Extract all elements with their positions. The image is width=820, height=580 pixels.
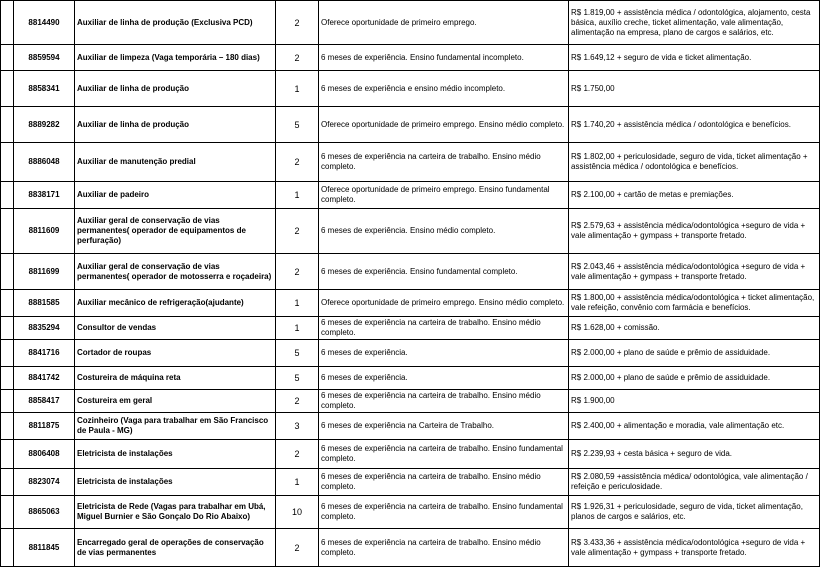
table-body <box>1 1 820 567</box>
job-benefits: R$ 2.400,00 + alimentação e moradia, vale alimentação etc. <box>569 413 820 440</box>
job-requirements: Oferece oportunidade de primeiro emprego. Ensino médio completo. <box>319 290 569 317</box>
vacancy-quantity: 2 <box>276 1 319 45</box>
job-title: Auxiliar de linha de produção <box>75 107 276 143</box>
table-row <box>1 469 820 496</box>
vacancy-code: 8806408 <box>14 440 75 469</box>
vacancy-quantity: 2 <box>276 143 319 182</box>
job-title: Auxiliar mecânico de refrigeração(ajudante) <box>75 290 276 317</box>
row-margin-cell <box>1 143 14 182</box>
job-title: Costureira em geral <box>75 390 276 413</box>
job-benefits: R$ 1.740,20 + assistência médica / odontológica e benefícios. <box>569 107 820 143</box>
job-benefits: R$ 1.649,12 + seguro de vida e ticket alimentação. <box>569 45 820 71</box>
job-requirements: 6 meses de experiência na carteira de trabalho. Ensino médio completo. <box>319 529 569 567</box>
job-title: Auxiliar de manutenção predial <box>75 143 276 182</box>
vacancy-quantity: 2 <box>276 209 319 254</box>
vacancy-code: 8881585 <box>14 290 75 317</box>
job-requirements: 6 meses de experiência. Ensino médio completo. <box>319 209 569 254</box>
vacancy-code: 8841716 <box>14 340 75 367</box>
row-margin-cell <box>1 290 14 317</box>
vacancy-code: 8811875 <box>14 413 75 440</box>
job-title: Auxiliar geral de conservação de vias permanentes( operador de motosserra e roçadeira) <box>75 254 276 290</box>
table-row <box>1 496 820 529</box>
job-benefits: R$ 2.000,00 + plano de saúde e prêmio de assiduidade. <box>569 367 820 390</box>
job-benefits: R$ 2.579,63 + assistência médica/odontológica +seguro de vida + vale alimentação + gympass + transporte fretado. <box>569 209 820 254</box>
table-row <box>1 317 820 340</box>
job-benefits: R$ 1.926,31 + periculosidade, seguro de vida, ticket alimentação, planos de cargos e salários, etc. <box>569 496 820 529</box>
job-requirements: 6 meses de experiência na carteira de trabalho. Ensino fundamental completo. <box>319 440 569 469</box>
job-title: Auxiliar de linha de produção <box>75 71 276 107</box>
job-title: Cozinheiro (Vaga para trabalhar em São Francisco de Paula - MG) <box>75 413 276 440</box>
job-requirements: Oferece oportunidade de primeiro emprego. Ensino médio completo. <box>319 107 569 143</box>
vacancy-quantity: 5 <box>276 107 319 143</box>
job-title: Eletricista de Rede (Vagas para trabalhar em Ubá, Miguel Burnier e São Gonçalo Do Rio Abaixo) <box>75 496 276 529</box>
job-requirements: 6 meses de experiência na carteira de trabalho. Ensino fundamental completo. <box>319 496 569 529</box>
row-margin-cell <box>1 413 14 440</box>
row-margin-cell <box>1 71 14 107</box>
row-margin-cell <box>1 390 14 413</box>
table-row <box>1 290 820 317</box>
table-row <box>1 254 820 290</box>
vacancy-code: 8886048 <box>14 143 75 182</box>
row-margin-cell <box>1 440 14 469</box>
job-requirements: 6 meses de experiência na carteira de trabalho. Ensino médio completo. <box>319 317 569 340</box>
job-title: Consultor de vendas <box>75 317 276 340</box>
row-margin-cell <box>1 496 14 529</box>
vacancy-quantity: 5 <box>276 367 319 390</box>
vacancy-code: 8811609 <box>14 209 75 254</box>
job-title: Auxiliar de limpeza (Vaga temporária – 180 dias) <box>75 45 276 71</box>
job-benefits: R$ 3.433,36 + assistência médica/odontológica +seguro de vida + vale alimentação + gympass + transporte fretado. <box>569 529 820 567</box>
job-requirements: Oferece oportunidade de primeiro emprego. <box>319 1 569 45</box>
job-title: Auxiliar de linha de produção (Exclusiva PCD) <box>75 1 276 45</box>
job-benefits: R$ 1.819,00 + assistência médica / odontológica, alojamento, cesta básica, auxílio creche, ticket alimentação, vale alimentação, alimentação na empresa, plano de cargos e salários, etc. <box>569 1 820 45</box>
vacancy-quantity: 5 <box>276 340 319 367</box>
job-title: Eletricista de instalações <box>75 440 276 469</box>
job-title: Auxiliar geral de conservação de vias permanentes( operador de equipamentos de perfuração) <box>75 209 276 254</box>
vacancy-quantity: 1 <box>276 71 319 107</box>
table-row <box>1 529 820 567</box>
vacancy-code: 8811699 <box>14 254 75 290</box>
vacancy-quantity: 10 <box>276 496 319 529</box>
vacancy-quantity: 2 <box>276 45 319 71</box>
table-row <box>1 440 820 469</box>
job-requirements: 6 meses de experiência. Ensino fundamental incompleto. <box>319 45 569 71</box>
table-row <box>1 45 820 71</box>
job-title: Cortador de roupas <box>75 340 276 367</box>
vacancy-code: 8838171 <box>14 182 75 209</box>
job-benefits: R$ 1.802,00 + periculosidade, seguro de vida, ticket alimentação + assistência médica / odontológica e benefícios. <box>569 143 820 182</box>
job-requirements: 6 meses de experiência na carteira de trabalho. Ensino médio completo. <box>319 469 569 496</box>
vacancy-code: 8858417 <box>14 390 75 413</box>
vacancy-quantity: 1 <box>276 469 319 496</box>
vacancy-quantity: 2 <box>276 529 319 567</box>
table-row <box>1 143 820 182</box>
row-margin-cell <box>1 529 14 567</box>
vacancy-code: 8889282 <box>14 107 75 143</box>
row-margin-cell <box>1 182 14 209</box>
row-margin-cell <box>1 254 14 290</box>
job-requirements: 6 meses de experiência na Carteira de Trabalho. <box>319 413 569 440</box>
row-margin-cell <box>1 367 14 390</box>
job-benefits: R$ 2.000,00 + plano de saúde e prêmio de assiduidade. <box>569 340 820 367</box>
vacancy-quantity: 1 <box>276 182 319 209</box>
vacancy-quantity: 2 <box>276 254 319 290</box>
row-margin-cell <box>1 317 14 340</box>
vacancy-quantity: 3 <box>276 413 319 440</box>
table-row <box>1 182 820 209</box>
job-requirements: Oferece oportunidade de primeiro emprego. Ensino fundamental completo. <box>319 182 569 209</box>
job-title: Auxiliar de padeiro <box>75 182 276 209</box>
vacancy-code: 8811845 <box>14 529 75 567</box>
job-requirements: 6 meses de experiência. Ensino fundamental completo. <box>319 254 569 290</box>
table-row <box>1 1 820 45</box>
vacancy-code: 8841742 <box>14 367 75 390</box>
table-row <box>1 367 820 390</box>
table-row <box>1 340 820 367</box>
table-row <box>1 390 820 413</box>
table-row <box>1 413 820 440</box>
job-requirements: 6 meses de experiência e ensino médio incompleto. <box>319 71 569 107</box>
table-row <box>1 71 820 107</box>
job-title: Eletricista de instalações <box>75 469 276 496</box>
row-margin-cell <box>1 1 14 45</box>
vacancy-code: 8835294 <box>14 317 75 340</box>
vacancy-quantity: 1 <box>276 317 319 340</box>
job-benefits: R$ 2.100,00 + cartão de metas e premiações. <box>569 182 820 209</box>
job-benefits: R$ 1.750,00 <box>569 71 820 107</box>
row-margin-cell <box>1 45 14 71</box>
vacancy-code: 8814490 <box>14 1 75 45</box>
job-benefits: R$ 2.239,93 + cesta básica + seguro de vida. <box>569 440 820 469</box>
vacancy-quantity: 1 <box>276 290 319 317</box>
job-title: Costureira de máquina reta <box>75 367 276 390</box>
job-benefits: R$ 2.080,59 +assistência médica/ odontológica, vale alimentação / refeição e periculosidade. <box>569 469 820 496</box>
table-row <box>1 209 820 254</box>
job-requirements: 6 meses de experiência na carteira de trabalho. Ensino médio completo. <box>319 390 569 413</box>
row-margin-cell <box>1 209 14 254</box>
vacancy-code: 8859594 <box>14 45 75 71</box>
vacancy-quantity: 2 <box>276 440 319 469</box>
job-benefits: R$ 1.900,00 <box>569 390 820 413</box>
vacancy-quantity: 2 <box>276 390 319 413</box>
table-row <box>1 107 820 143</box>
vacancy-code: 8823074 <box>14 469 75 496</box>
job-requirements: 6 meses de experiência. <box>319 340 569 367</box>
vacancy-code: 8865063 <box>14 496 75 529</box>
job-title: Encarregado geral de operações de conservação de vias permanentes <box>75 529 276 567</box>
job-benefits: R$ 1.800,00 + assistência médica/odontológica + ticket alimentação, vale refeição, convênio com farmácia e benefícios. <box>569 290 820 317</box>
job-benefits: R$ 2.043,46 + assistência médica/odontológica +seguro de vida + vale alimentação + gympass + transporte fretado. <box>569 254 820 290</box>
vacancy-code: 8858341 <box>14 71 75 107</box>
row-margin-cell <box>1 340 14 367</box>
row-margin-cell <box>1 107 14 143</box>
job-requirements: 6 meses de experiência na carteira de trabalho. Ensino médio completo. <box>319 143 569 182</box>
row-margin-cell <box>1 469 14 496</box>
job-benefits: R$ 1.628,00 + comissão. <box>569 317 820 340</box>
job-requirements: 6 meses de experiência. <box>319 367 569 390</box>
